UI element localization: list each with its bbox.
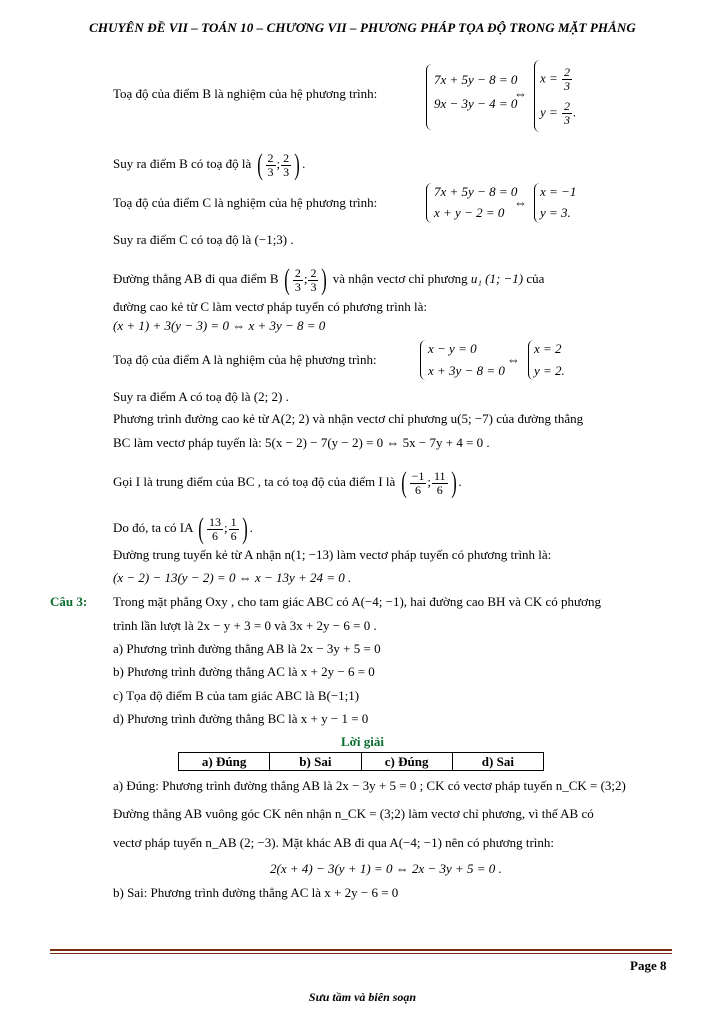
text-ab-line2: đường cao kẻ từ C làm vectơ pháp tuyến có phương trình là: <box>113 299 427 314</box>
text-bc-line1: Phương trình đường cao kẻ từ A(2; 2) và nhận vectơ chỉ phương u(5; −7) của đường thẳng <box>113 411 584 426</box>
a-sol-2: y = 2. <box>534 363 565 378</box>
answer-b: b) Sai <box>270 753 361 771</box>
equiv-symbol: ⇔ <box>514 86 527 101</box>
text-a-result: Suy ra điểm A có toạ độ là (2; 2) . <box>113 389 289 404</box>
text-b-coord: Toạ độ của điểm B là nghiệm của hệ phương trình: <box>113 86 378 101</box>
text-i-midpoint: Gọi I là trung điểm của BC , ta có toạ độ của điểm I là ( $\frac{-1}{6}$ ; $\frac{11}{6}$ ) . <box>113 466 462 499</box>
text-c-coord: Toạ độ của điểm C là nghiệm của hệ phương trình: <box>113 195 378 210</box>
text-ab-eq: (x + 1) + 3(y − 3) = 0 ⇔ x + 3y − 8 = 0 <box>113 318 326 333</box>
footer-credit: Sưu tầm và biên soạn <box>308 990 417 1004</box>
text-a-coord: Toạ độ của điểm A là nghiệm của hệ phương trình: <box>113 352 377 367</box>
b-sol-x: x = $\frac{2}{3}$ <box>540 65 571 93</box>
c-sol-1: x = −1 <box>540 184 577 199</box>
c-sol-2: y = 3. <box>540 205 571 220</box>
footer-divider <box>50 949 672 951</box>
solution-a-line1: a) Đúng: Phương trình đường thẳng AB là 2x − 3y + 5 = 0 ; CK có vectơ pháp tuyến n_CK = (3;2) <box>113 778 626 793</box>
c-sys-eq1: 7x + 5y − 8 = 0 <box>434 184 518 199</box>
question-label: Câu 3: <box>50 594 88 609</box>
solution-title: Lời giải <box>341 734 384 749</box>
c-sys-eq2: x + y − 2 = 0 <box>434 205 505 220</box>
b-sol-y: y = $\frac{2}{3}$ . <box>540 99 577 127</box>
equiv-symbol: ⇔ <box>514 195 527 210</box>
text-median: Đường trung tuyến kẻ từ A nhận n(1; −13) làm vectơ pháp tuyến có phương trình là: <box>113 547 552 562</box>
answer-d: d) Sai <box>452 753 543 771</box>
b-sys-eq2: 9x − 3y − 4 = 0 <box>434 96 518 111</box>
option-c: c) Tọa độ điểm B của tam giác ABC là B(−1;1) <box>113 688 360 703</box>
footer-divider-thin <box>50 953 672 954</box>
solution-a-line2: Đường thẳng AB vuông góc CK nên nhận n_CK = (3;2) làm vectơ chỉ phương, vì thế AB có <box>113 806 594 821</box>
option-b: b) Phương trình đường thẳng AC là x + 2y − 6 = 0 <box>113 664 375 679</box>
text-bc-line2: BC làm vectơ pháp tuyến là: 5(x − 2) − 7(y − 2) = 0 ⇔ 5x − 7y + 4 = 0 . <box>113 435 490 450</box>
a-sys-eq1: x − y = 0 <box>428 341 477 356</box>
question-line2: trình lần lượt là 2x − y + 3 = 0 và 3x + 2y − 6 = 0 . <box>113 618 377 633</box>
text-c-result: Suy ra điểm C có toạ độ là (−1;3) . <box>113 232 294 247</box>
page-number: Page 8 <box>630 958 667 973</box>
a-sys-eq2: x + 3y − 8 = 0 <box>428 363 505 378</box>
solution-a-line3: vectơ pháp tuyến n_AB (2; −3). Mặt khác AB đi qua A(−4; −1) nên có phương trình: <box>113 835 555 850</box>
text-median-eq: (x − 2) − 13(y − 2) = 0 ⇔ x − 13y + 24 = 0 . <box>113 570 352 585</box>
answer-a: a) Đúng <box>179 753 270 771</box>
brace-a-system <box>420 340 426 380</box>
option-d: d) Phương trình đường thẳng BC là x + y − 1 = 0 <box>113 711 369 726</box>
solution-a-eq: 2(x + 4) − 3(y + 1) = 0 ⇔ 2x − 3y + 5 = 0 . <box>270 861 502 876</box>
b-sys-eq1: 7x + 5y − 8 = 0 <box>434 72 518 87</box>
answer-table <box>178 752 544 771</box>
brace-c-system <box>426 183 432 223</box>
a-sol-1: x = 2 <box>534 341 562 356</box>
text-ab-line1: Đường thẳng AB đi qua điểm B ( $\frac{2}{3}$ ; $\frac{2}{3}$ ) và nhận vectơ chỉ phương u₁ (1; −1) của <box>113 263 545 296</box>
brace-b-system <box>426 64 432 130</box>
equiv-symbol: ⇔ <box>507 352 520 367</box>
text-ia-vector: Do đó, ta có IA ( $\frac{13}{6}$ ; $\frac{1}{6}$ ) . <box>113 512 253 545</box>
solution-b-line: b) Sai: Phương trình đường thẳng AC là x + 2y − 6 = 0 <box>113 885 399 900</box>
text-b-result: Suy ra điểm B có toạ độ là ( $\frac{2}{3}$ ; $\frac{2}{3}$ ) . <box>113 148 306 181</box>
option-a: a) Phương trình đường thẳng AB là 2x − 3y + 5 = 0 <box>113 641 381 656</box>
answer-c: c) Đúng <box>361 753 452 771</box>
page-header: CHUYÊN ĐỀ VII – TOÁN 10 – CHƯƠNG VII – PHƯƠNG PHÁP TỌA ĐỘ TRONG MẶT PHẲNG <box>89 20 636 35</box>
question-line1: Trong mặt phẳng Oxy , cho tam giác ABC có A(−4; −1), hai đường cao BH và CK có phương <box>113 594 601 609</box>
